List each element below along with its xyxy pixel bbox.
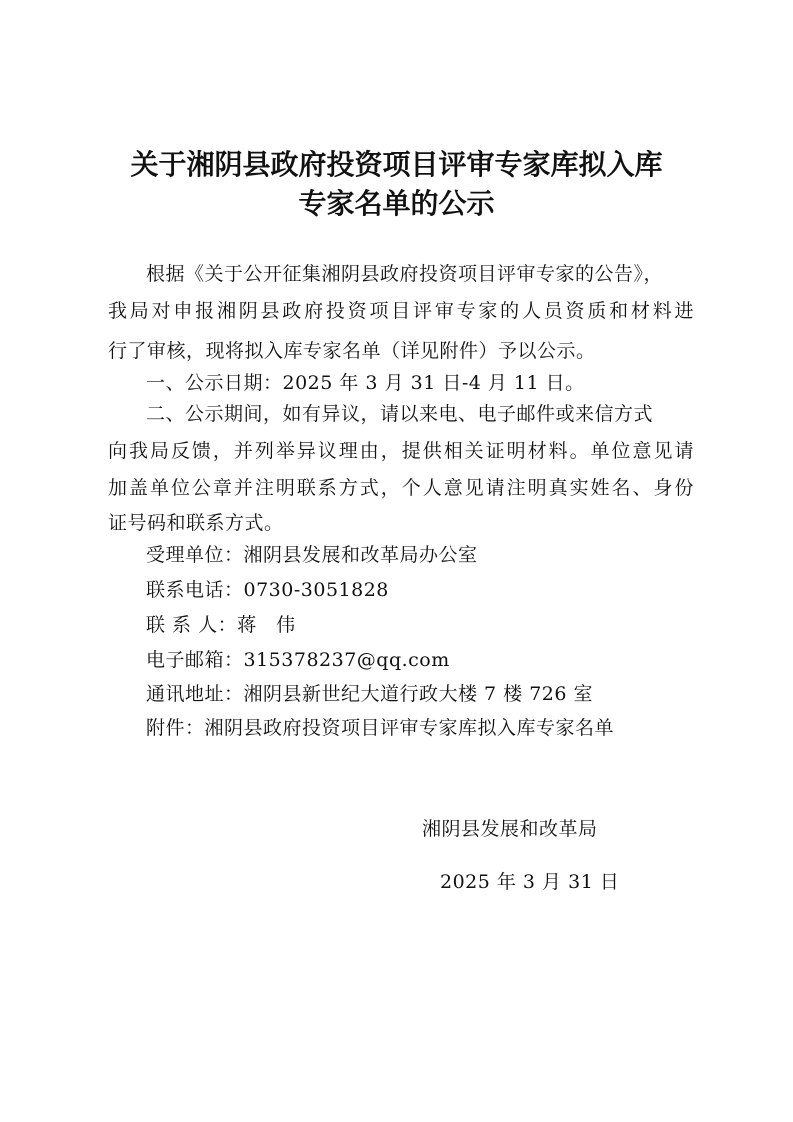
document-title-line-2: 专家名单的公示: [298, 187, 495, 220]
paragraph-intro-line-1: 根据《关于公开征集湘阴县政府投资项目评审专家的公告》，: [146, 263, 664, 285]
contact-office: 受理单位：湘阴县发展和改革局办公室: [146, 544, 478, 566]
paragraph-intro-line-3: 行了审核，现将拟入库专家名单（详见附件）予以公示。: [108, 340, 596, 362]
item-publicity-date-text: 一、公示日期：2025 年 3 月 31 日-4 月 11 日。: [146, 372, 585, 394]
item-objection-line-2: 向我局反馈，并列举异议理由，提供相关证明材料。单位意见请: [108, 440, 694, 462]
contact-address: 通讯地址：湘阴县新世纪大道行政大楼 7 楼 726 室: [146, 683, 594, 705]
item-objection-line-4: 证号码和联系方式。: [108, 512, 284, 534]
signature-date: 2025 年 3 月 31 日: [440, 871, 620, 893]
paragraph-intro-line-2: 我局对申报湘阴县政府投资项目评审专家的人员资质和材料进: [108, 300, 694, 322]
contact-email: 电子邮箱：315378237@qq.com: [146, 649, 450, 671]
contact-person: 联 系 人：蒋 伟: [146, 614, 296, 636]
contact-phone: 联系电话：0730-3051828: [146, 579, 389, 601]
document-title-line-1: 关于湘阴县政府投资项目评审专家库拟入库: [130, 148, 663, 181]
item-objection-line-3: 加盖单位公章并注明联系方式，个人意见请注明真实姓名、身份: [108, 477, 694, 499]
signature-organization: 湘阴县发展和改革局: [422, 818, 598, 840]
item-objection-line-1: 二、公示期间，如有异议，请以来电、电子邮件或来信方式: [146, 403, 654, 425]
attachment-note: 附件：湘阴县政府投资项目评审专家库拟入库专家名单: [146, 717, 615, 739]
